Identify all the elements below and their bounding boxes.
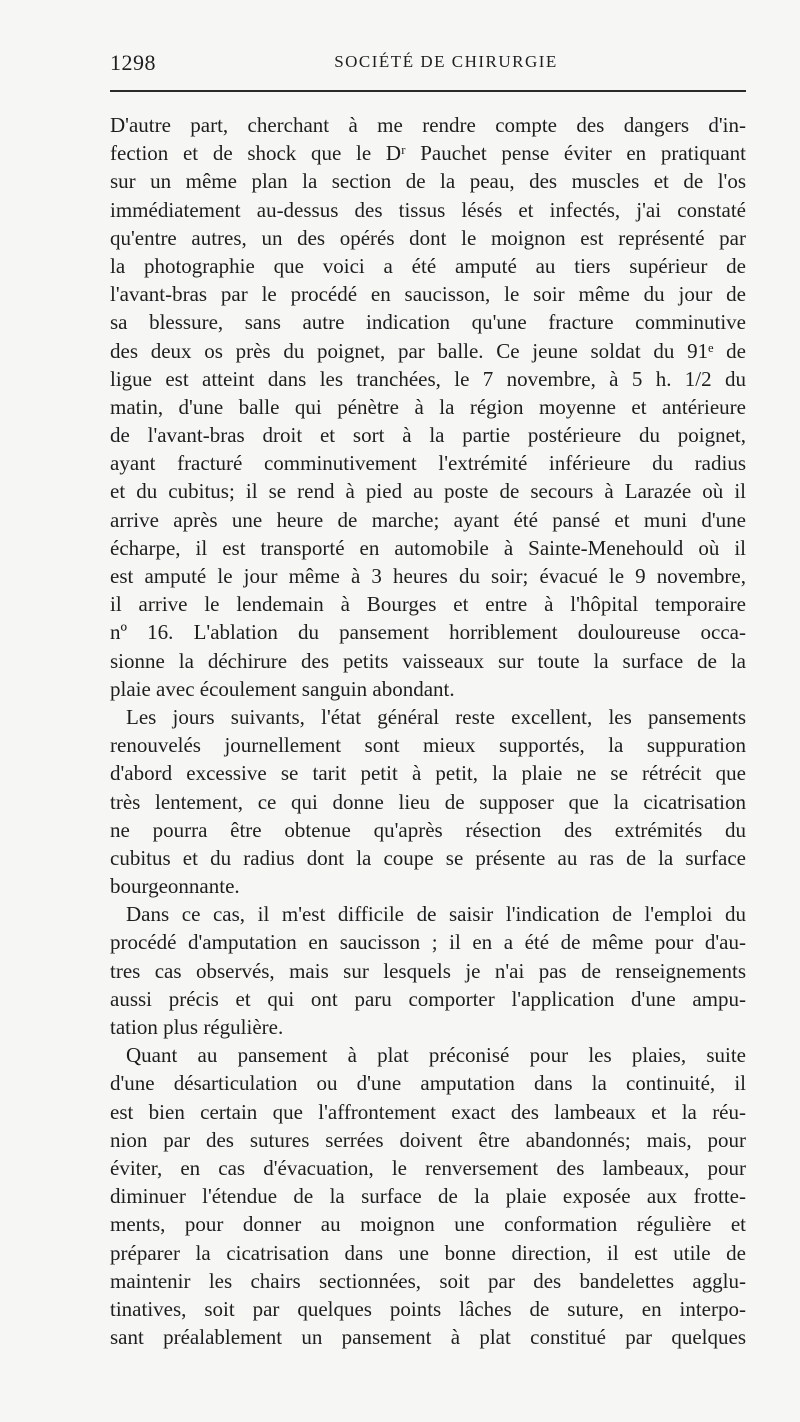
text-line: sant préalablement un pansement à plat constitué par quelques [110,1325,746,1350]
text-line: renouvelés journellement sont mieux supportés, la suppuration [110,733,746,758]
text-line: tinatives, soit par quelques points lâches de suture, en interpo- [110,1296,746,1321]
text-line: des deux os près du poignet, par balle. Ce jeune soldat du 91ᵉ de [110,338,746,363]
text-line: matin, d'une balle qui pénètre à la région moyenne et antérieure [110,394,746,419]
text-line: nion par des sutures serrées doivent être abandonnés; mais, pour [110,1127,746,1152]
text-line: est amputé le jour même à 3 heures du soir; évacué le 9 novembre, [110,564,746,588]
text-line: d'abord excessive se tarit petit à petit, la plaie ne se rétrécit que [110,761,746,786]
text-line: sa blessure, sans autre indication qu'une fracture comminutive [110,310,746,335]
text-line: fection et de shock que le Dʳ Pauchet pense éviter en pratiquant [110,141,746,166]
page-number: 1298 [110,50,156,75]
text-line: d'une désarticulation ou d'une amputation dans la continuité, il [110,1071,746,1096]
text-line: écharpe, il est transporté en automobile à Sainte-Menehould où il [110,535,746,560]
text-line: cubitus et du radius dont la coupe se présente au ras de la surface [110,845,746,870]
text-line: Les jours suivants, l'état général reste excellent, les pansements [126,704,746,729]
text-line: de l'avant-bras droit et sort à la partie postérieure du poignet, [110,423,746,448]
text-line: D'autre part, cherchant à me rendre compte des dangers d'in- [110,113,746,137]
text-line: Quant au pansement à plat préconisé pour les plaies, suite [126,1043,746,1068]
text-line: nº 16. L'ablation du pansement horriblement douloureuse occa- [110,620,746,645]
text-line: ments, pour donner au moignon une conformation régulière et [110,1212,746,1237]
text-line: maintenir les chairs sectionnées, soit par des bandelettes agglu- [110,1268,746,1293]
text-line: diminuer l'étendue de la surface de la plaie exposée aux frotte- [110,1184,746,1209]
text-line: la photographie que voici a été amputé au tiers supérieur de [110,253,746,278]
running-title: SOCIÉTÉ DE CHIRURGIE [334,52,558,71]
text-line: Dans ce cas, il m'est difficile de saisir l'indication de l'emploi du [126,902,746,927]
text-line: bourgeonnante. [110,874,240,899]
text-line: aussi précis et qui ont paru comporter l'application d'une ampu- [110,986,746,1011]
paragraph [110,1041,746,1351]
text-line: plaie avec écoulement sanguin abondant. [110,676,455,701]
text-line: immédiatement au-dessus des tissus lésés et infectés, j'ai constaté [110,197,746,222]
text-line: l'avant-bras par le procédé en saucisson, le soir même du jour de [110,282,746,307]
text-line: ayant fracturé comminutivement l'extrémité inférieure du radius [110,451,746,476]
text-line: très lentement, ce qui donne lieu de supposer que la cicatrisation [110,789,746,814]
paragraph [110,111,746,703]
text-line: tation plus régulière. [110,1015,284,1039]
text-line: arrive après une heure de marche; ayant été pansé et muni d'une [110,507,746,532]
text-line: ne pourra être obtenue qu'après résection des extrémités du [110,817,746,842]
paragraph [110,703,746,900]
text-line: éviter, en cas d'évacuation, le renversement des lambeaux, pour [110,1155,746,1180]
text-line: qu'entre autres, un des opérés dont le moignon est représenté par [110,225,746,250]
text-line: et du cubitus; il se rend à pied au poste de secours à Larazée où il [110,479,746,504]
text-line: sur un même plan la section de la peau, des muscles et de l'os [110,169,746,194]
paragraph [110,900,746,1041]
text-line: est bien certain que l'affrontement exact des lambeaux et la réu- [110,1099,746,1124]
text-line: sionne la déchirure des petits vaisseaux sur toute la surface de la [110,648,746,673]
text-line: ligue est atteint dans les tranchées, le 7 novembre, à 5 h. 1/2 du [110,366,746,391]
text-line: tres cas observés, mais sur lesquels je n'ai pas de renseignements [110,958,746,983]
text-line: il arrive le lendemain à Bourges et entre à l'hôpital temporaire [110,592,746,617]
page-header [110,50,746,80]
text-line: procédé d'amputation en saucisson ; il en a été de même pour d'au- [110,930,746,955]
body-text [110,111,746,1351]
header-rule [110,90,746,92]
text-line: préparer la cicatrisation dans une bonne direction, il est utile de [110,1240,746,1265]
